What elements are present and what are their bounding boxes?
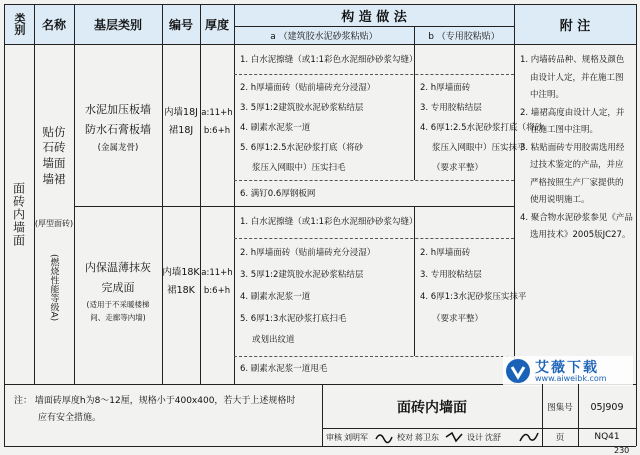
row2-thickness: a:11+h b:6+h [201, 268, 233, 296]
row2-b-step-4b: （要求平整） [432, 314, 484, 324]
header-code: 编号 [162, 4, 200, 44]
row2-b-step-4: 4. 6厚1:3水泥砂浆压实抹平 [420, 292, 527, 302]
watermark-url: www.aiweibk.com [535, 374, 607, 383]
review-label: 审核 [326, 433, 342, 442]
atlas-value: 05J909 [590, 401, 624, 413]
row1-b-step-2: 2. h厚墙面砖 [420, 83, 471, 93]
row1-b-step-4c: （要求平整） [432, 163, 484, 173]
note-line: 选用技术》2005版JC27。 [530, 230, 631, 240]
row1-step-6: 6. 满钉0.6厚钢板网 [240, 189, 316, 199]
note-line: 2. 墙裙高度由设计人定，并 [520, 107, 625, 118]
note-line: 1. 内墙砖品种、规格及颜色 [520, 55, 625, 65]
checker-signature-icon [444, 429, 466, 445]
note-line: 中注明。 [530, 90, 565, 100]
header-category: 类别 [4, 4, 34, 44]
header-col-a: a （建筑胶水泥砂浆粘贴） [234, 26, 414, 44]
check-label: 校对 [397, 433, 413, 442]
row1-thickness: a:11+h b:6+h [201, 108, 233, 136]
row2-step-4: 4. 刷素水泥浆一道 [240, 292, 311, 302]
header-base-type: 基层类别 [74, 4, 162, 44]
note-line: 过技术鉴定的产品，并应 [530, 160, 624, 170]
row2-step-5: 5. 6厚1:3水泥砂浆打底扫毛 [240, 314, 347, 324]
row1-b-step-4b: 浆压入网眼中）压实抹平 [432, 143, 526, 153]
reviewer: 刘明军 [344, 433, 368, 442]
header-thickness: 厚度 [200, 4, 234, 44]
row2-code: 内墙18K 裙18K [162, 267, 200, 296]
name-sub: (厚型面砖) [34, 218, 74, 228]
row1-code: 内墙18J 裙18J [164, 107, 198, 136]
row1-step-4: 4. 刷素水泥浆一道 [240, 123, 311, 133]
row1-step-3: 3. 5厚1:2建筑胶水泥砂浆粘结层 [240, 103, 364, 113]
watermark-logo-icon [505, 358, 531, 384]
category-cell [4, 44, 34, 384]
row2-step-3: 3. 5厚1:2建筑胶水泥砂浆粘结层 [240, 270, 364, 280]
note-line: 4. 聚合物水泥砂浆参见《产品 [520, 212, 633, 223]
header-notes: 附 注 [514, 4, 636, 44]
header-construction: 构 造 做 法 [234, 4, 514, 26]
row1-step-2: 2. h厚墙面砖（贴前墙砖充分浸湿） [240, 83, 376, 93]
row2-base: 内保温薄抹灰 完成面 (适用于不采暖楼梯间、走廊等内墙) [85, 261, 151, 322]
header-name: 名称 [34, 4, 74, 44]
row1-b-step-3: 3. 专用胶粘结层 [420, 103, 482, 113]
row1-base: 水泥加压板墙 防水石膏板墙 (金属龙骨) [85, 103, 151, 153]
notes-list [520, 52, 634, 245]
watermark-brand: 艾薇下载 [535, 360, 599, 376]
row2-step-2: 2. h厚墙面砖（贴前墙砖充分浸湿） [240, 248, 376, 258]
row2-b-step-3: 3. 专用胶粘结层 [420, 270, 482, 280]
row1-b-step-4: 4. 6厚1:2.5水泥砂浆打底（将砂 [420, 123, 544, 133]
page-label: 页 [555, 433, 565, 443]
page-number: 230 [614, 446, 630, 455]
page-value: NQ41 [594, 432, 620, 442]
header-col-b: b （专用胶粘贴） [414, 26, 514, 44]
row2-step-6: 6. 刷素水泥浆一道甩毛 [240, 364, 328, 374]
note-line: 严格按照生产厂家提供的 [530, 177, 624, 188]
row1-step-5: 5. 6厚1:2.5水泥砂浆打底（将砂 [240, 143, 364, 153]
name-main: 贴仿石砖墙面墙裙 [42, 124, 66, 186]
row1-step-1: 1. 白水泥擦缝（或1:1彩色水泥细砂砂浆勾缝） [240, 55, 418, 65]
watermark [503, 356, 633, 386]
note-line: 由设计人定，并在施工图 [530, 72, 624, 83]
fire-rating: (燃烧性能等级A) [48, 254, 59, 322]
row2-b-step-2: 2. h厚墙面砖 [420, 248, 471, 258]
name-cell [34, 44, 74, 384]
reviewer-signature-icon [374, 429, 396, 445]
designer-signature-icon [518, 429, 540, 445]
row2-step-5b: 或划出纹道 [252, 335, 295, 345]
note-line: 在施工图中注明。 [530, 125, 599, 135]
design-label: 设计 [467, 433, 483, 442]
atlas-label: 图集号 [547, 403, 573, 413]
designer: 沈舒 [485, 433, 501, 442]
footer-note: 注： 墙面砖厚度h为8～12厘，规格小于400x400，若大于上述规格时 [14, 396, 296, 406]
note-line: 使用说明施工。 [530, 195, 590, 205]
note-line: 3. 粘贴面砖专用胶需选用经 [520, 142, 625, 153]
page-title: 面砖内墙面 [397, 400, 467, 416]
row1-step-5b: 浆压入网眼中）压实扫毛 [252, 163, 346, 173]
category-value: 面砖内墙面 [11, 181, 26, 247]
row2-step-1: 1. 白水泥擦缝（或1:1彩色水泥细砂砂浆勾缝） [240, 217, 418, 227]
footer-note-2: 应有安全措施。 [38, 413, 102, 423]
checker: 蒋卫东 [415, 433, 439, 442]
